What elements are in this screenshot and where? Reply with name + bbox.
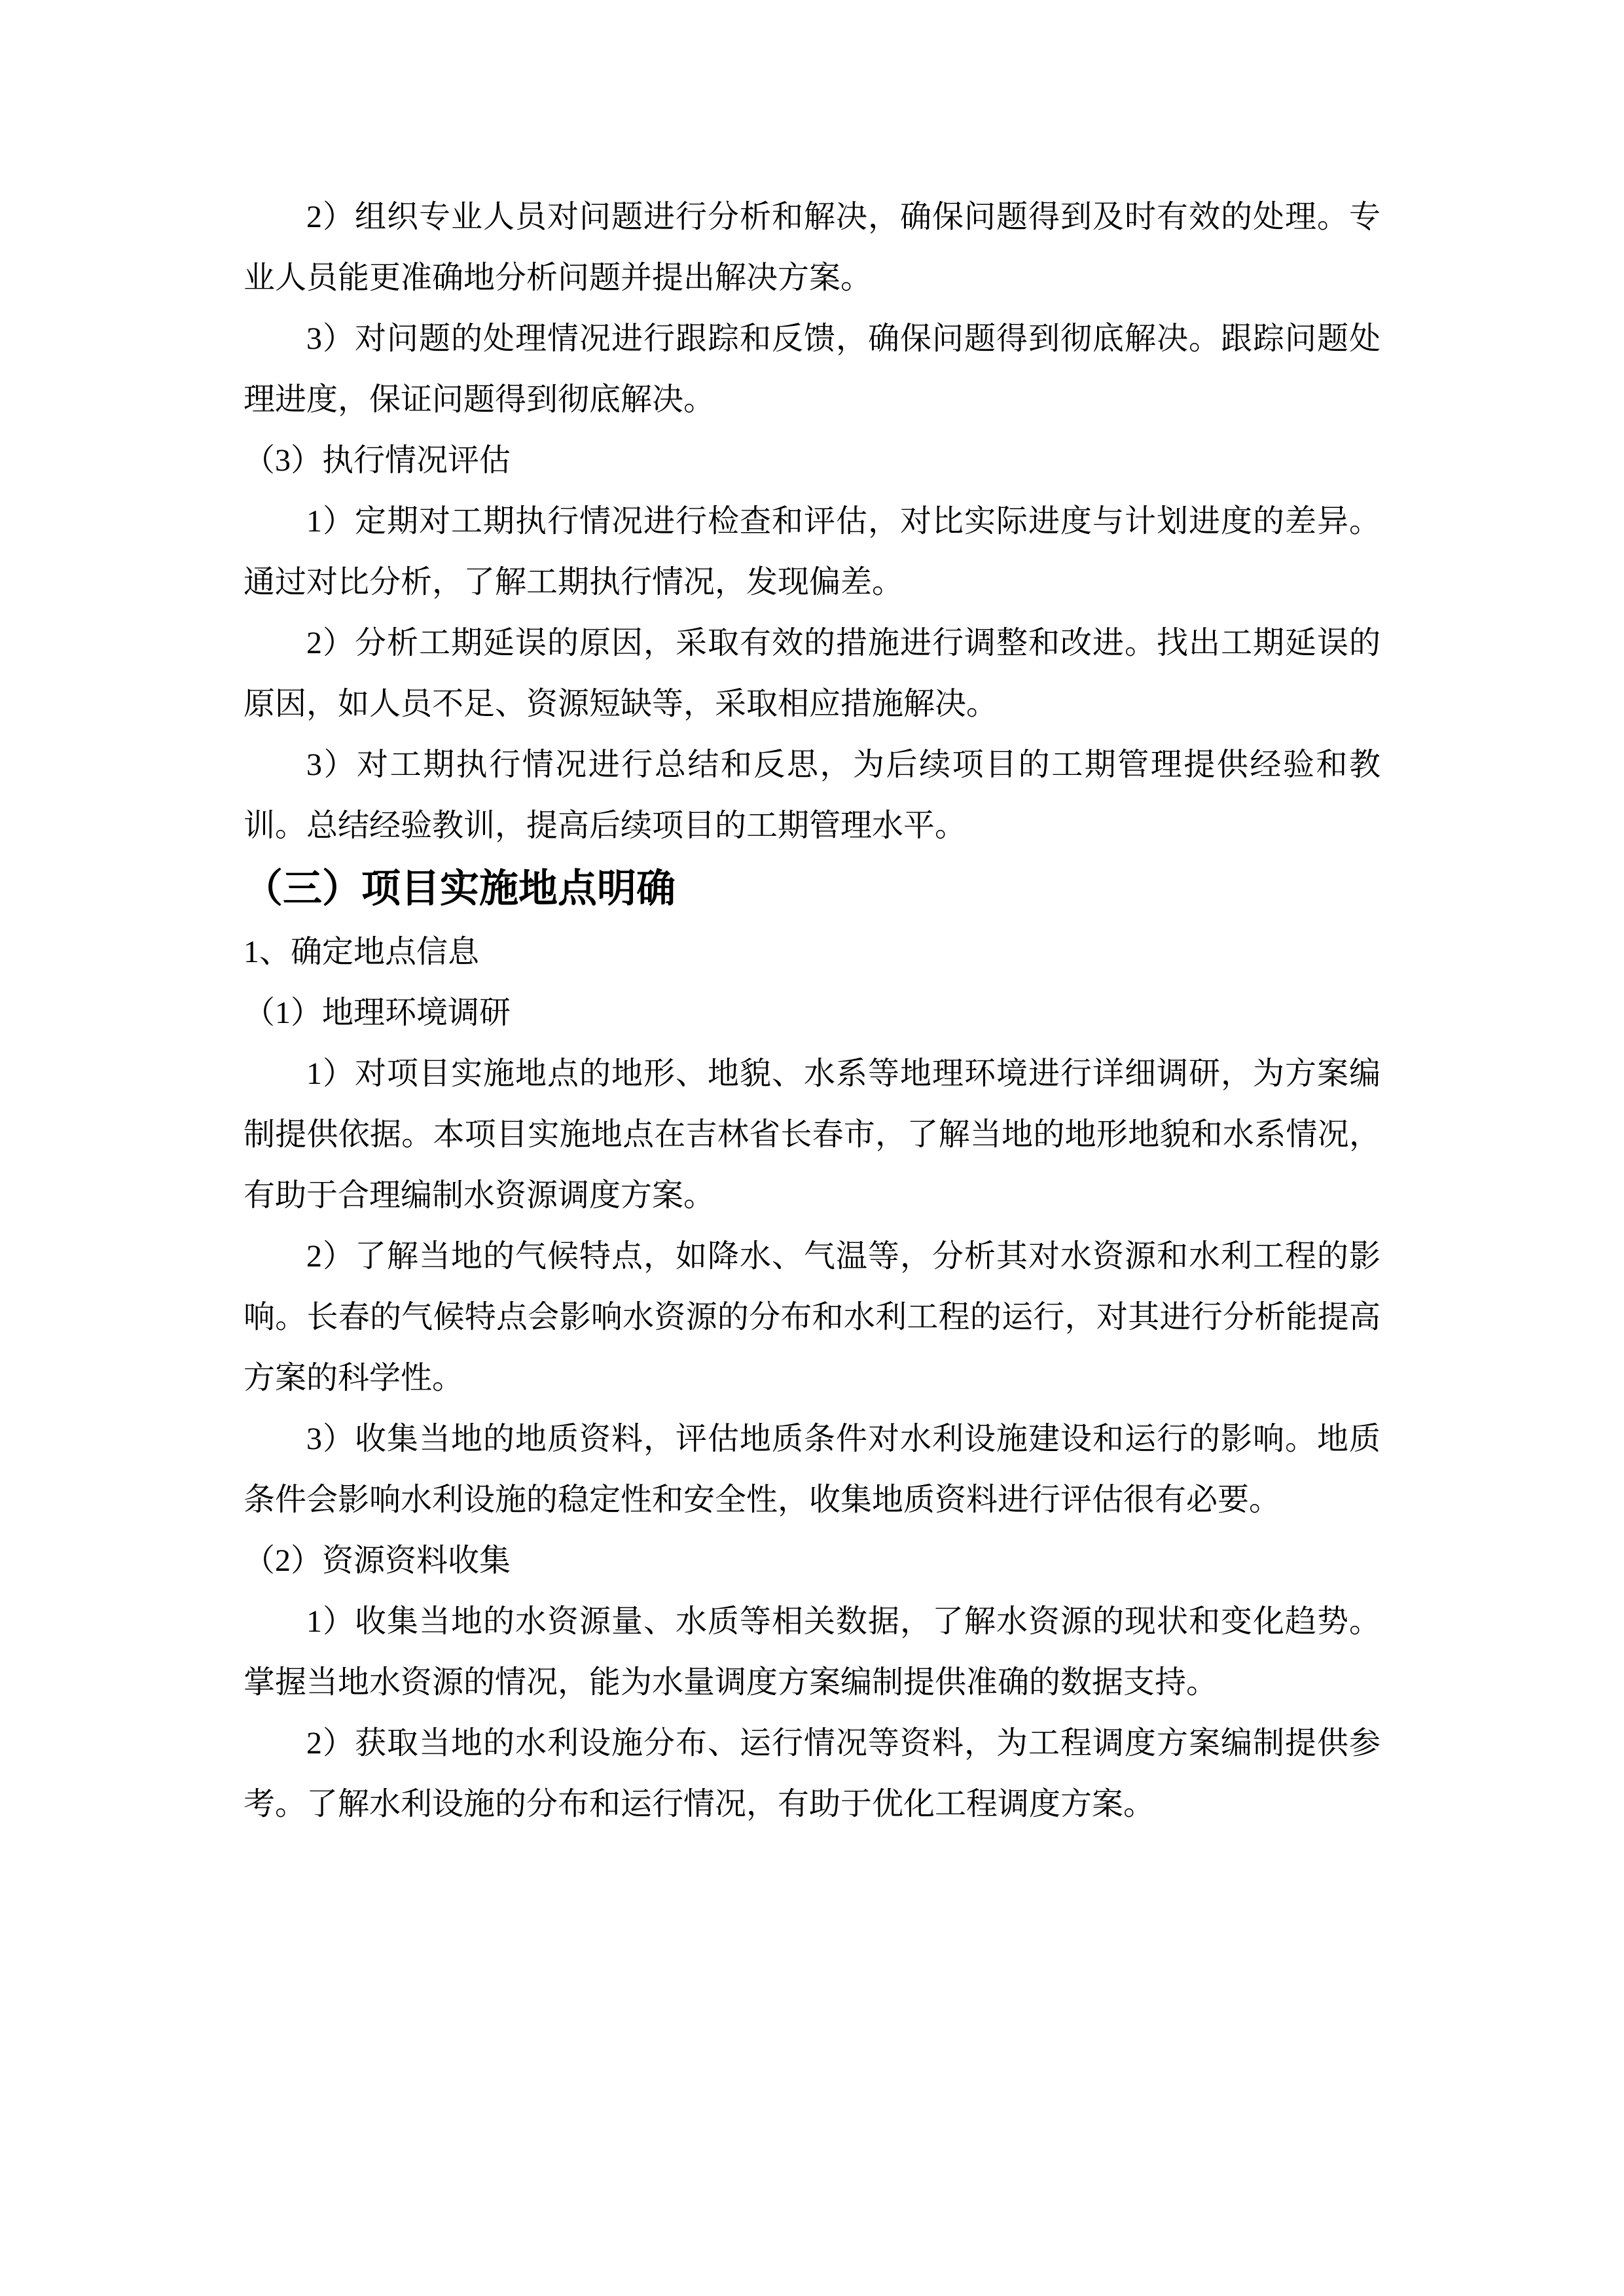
body-paragraph: 2）分析工期延误的原因，采取有效的措施进行调整和改进。找出工期延误的原因，如人员不足、资源短缺等，采取相应措施解决。	[244, 626, 1380, 721]
sub-heading: （3）执行情况评估	[244, 443, 511, 478]
sub-heading: （1）地理环境调研	[244, 996, 511, 1030]
body-paragraph: 1）对项目实施地点的地形、地貌、水系等地理环境进行详细调研，为方案编制提供依据。本项目实施地点在吉林省长春市，了解当地的地形地貌和水系情况，有助于合理编制水资源调度方案。	[244, 1056, 1380, 1213]
body-paragraph: 3）对问题的处理情况进行跟踪和反馈，确保问题得到彻底解决。跟踪问题处理进度，保证问题得到彻底解决。	[244, 321, 1380, 417]
body-paragraph: 1）收集当地的水资源量、水质等相关数据，了解水资源的现状和变化趋势。掌握当地水资源的情况，能为水量调度方案编制提供准确的数据支持。	[244, 1604, 1380, 1700]
section-heading: （三）项目实施地点明确	[244, 867, 676, 910]
sub-heading: 1、确定地点信息	[244, 935, 480, 969]
body-paragraph: 3）对工期执行情况进行总结和反思，为后续项目的工期管理提供经验和教训。总结经验教训，提高后续项目的工期管理水平。	[244, 747, 1380, 843]
document-content	[244, 187, 1380, 1835]
sub-heading: （2）资源资料收集	[244, 1543, 511, 1578]
body-paragraph: 2）获取当地的水利设施分布、运行情况等资料，为工程调度方案编制提供参考。了解水利设施的分布和运行情况，有助于优化工程调度方案。	[244, 1726, 1380, 1821]
body-paragraph: 2）了解当地的气候特点，如降水、气温等，分析其对水资源和水利工程的影响。长春的气候特点会影响水资源的分布和水利工程的运行，对其进行分析能提高方案的科学性。	[244, 1239, 1380, 1395]
body-paragraph: 3）收集当地的地质资料，评估地质条件对水利设施建设和运行的影响。地质条件会影响水利设施的稳定性和安全性，收集地质资料进行评估很有必要。	[244, 1422, 1380, 1517]
body-paragraph: 2）组织专业人员对问题进行分析和解决，确保问题得到及时有效的处理。专业人员能更准确地分析问题并提出解决方案。	[244, 200, 1380, 295]
body-paragraph: 1）定期对工期执行情况进行检查和评估，对比实际进度与计划进度的差异。通过对比分析，了解工期执行情况，发现偏差。	[244, 504, 1380, 600]
